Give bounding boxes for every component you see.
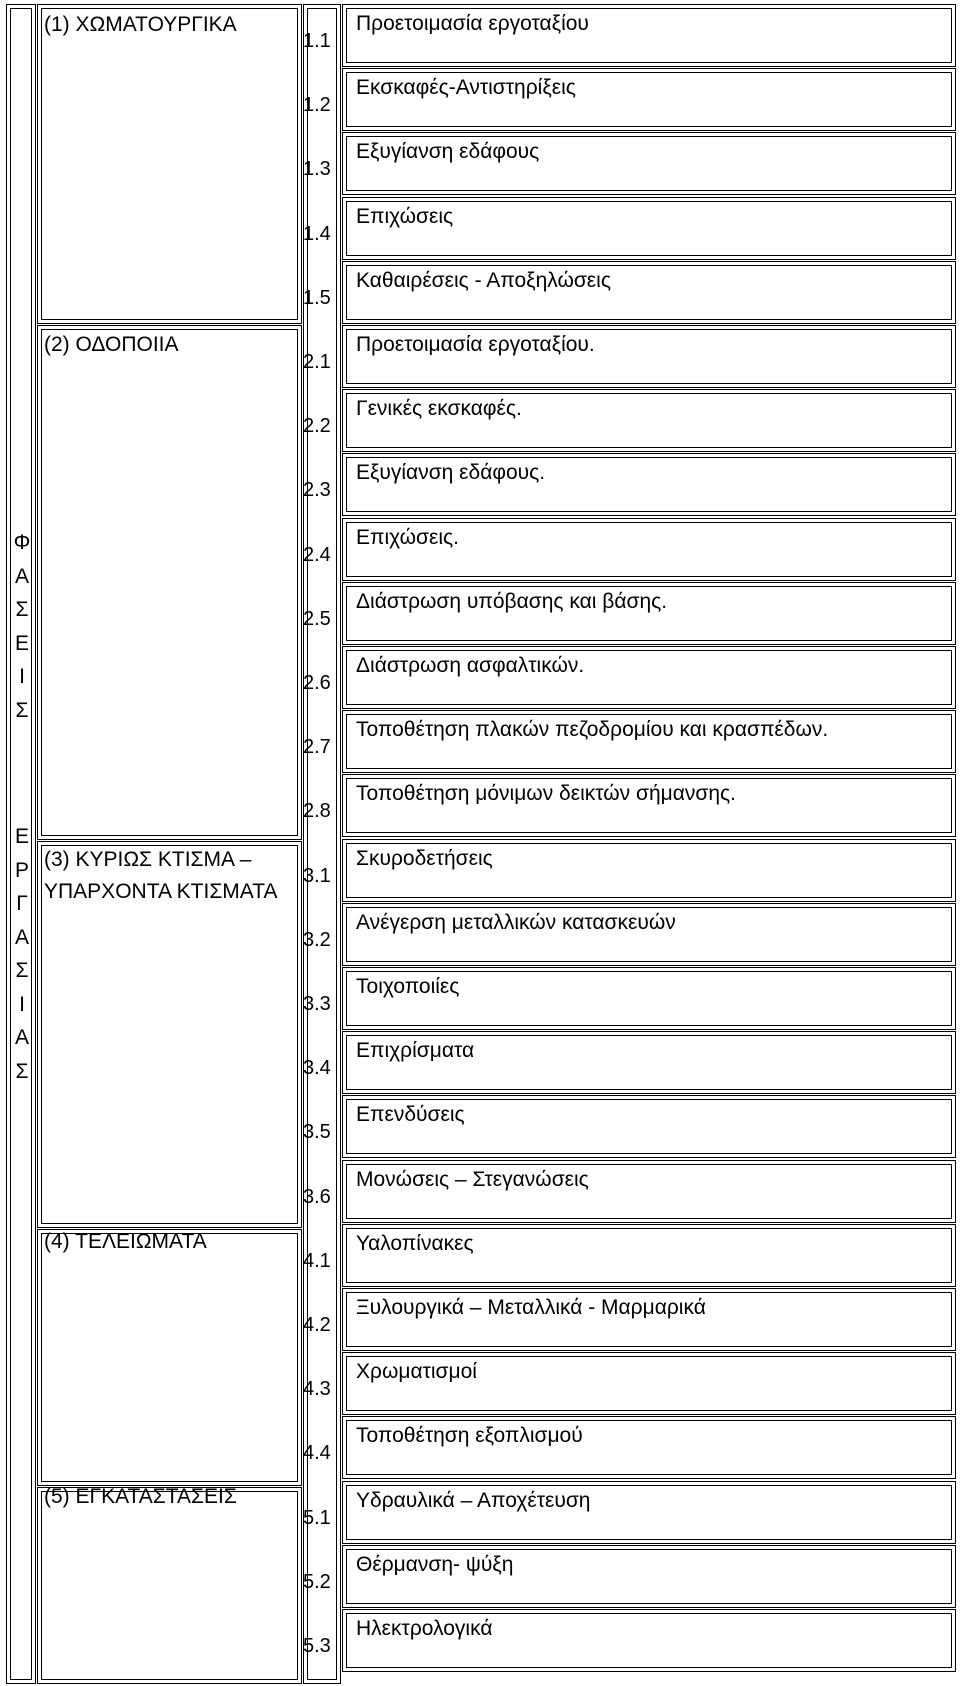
task-description: Ανέγερση μεταλλικών κατασκευών <box>356 911 676 934</box>
phase-bottom-letter: Σ <box>15 959 29 982</box>
task-description: Τοποθέτηση εξοπλισμού <box>356 1424 583 1447</box>
task-description: Εξυγίανση εδάφους. <box>356 461 546 484</box>
task-description: Τοποθέτηση μόνιμων δεικτών σήμανσης. <box>356 782 736 805</box>
task-number: 1.3 <box>303 158 331 180</box>
group-label-5: (5) ΕΓΚΑΤΑΣΤΑΣΕΙΣ <box>44 1485 237 1508</box>
phase-bottom-letter: Ε <box>14 825 29 848</box>
task-description: Ξυλουργικά – Μεταλλικά - Μαρμαρικά <box>356 1296 706 1319</box>
task-number: 5.3 <box>303 1635 331 1657</box>
phase-top-letter: Α <box>14 564 29 588</box>
task-number: 4.4 <box>303 1442 331 1464</box>
task-number: 2.7 <box>303 736 331 758</box>
task-number: 4.2 <box>303 1314 331 1336</box>
task-description: Χρωματισμοί <box>356 1360 477 1383</box>
phase-bottom-letter: Σ <box>15 1059 29 1083</box>
task-description: Επιχώσεις. <box>356 526 459 549</box>
task-number: 1.2 <box>303 94 331 116</box>
task-number: 3.6 <box>303 1186 331 1208</box>
number-column <box>303 4 341 1684</box>
task-number: 3.4 <box>303 1057 331 1079</box>
phase-top-letter: Ε <box>14 631 29 655</box>
task-description: Διάστρωση υπόβασης και βάσης. <box>356 590 668 613</box>
phase-bottom-letter: Ι <box>19 992 25 1016</box>
phase-label-bottom <box>8 820 36 1088</box>
task-number: 2.3 <box>303 479 331 501</box>
task-description: Υδραυλικά – Αποχέτευση <box>356 1489 591 1512</box>
task-description: Διάστρωση ασφαλτικών. <box>356 654 585 677</box>
task-description: Επιχώσεις <box>356 205 454 228</box>
task-description: Καθαιρέσεις - Αποξηλώσεις <box>356 269 611 292</box>
task-description: Προετοιμασία εργοταξίου. <box>356 333 595 356</box>
group-cell-4 <box>37 1229 302 1486</box>
group-label-2: (2) ΟΔΟΠΟΙΙΑ <box>44 333 179 356</box>
phase-top-letter: Φ <box>13 531 31 554</box>
task-number: 2.8 <box>303 800 331 822</box>
task-number: 3.1 <box>303 865 331 887</box>
task-number: 2.5 <box>303 608 331 630</box>
task-number: 5.1 <box>303 1507 331 1529</box>
phase-top-letter: Ι <box>19 665 25 688</box>
task-number: 1.1 <box>303 30 331 52</box>
phase-top-letter: Σ <box>15 698 29 722</box>
task-number: 3.3 <box>303 993 331 1015</box>
task-number: 1.4 <box>303 223 331 245</box>
task-description: Ηλεκτρολογικά <box>356 1617 493 1640</box>
group-cell-1 <box>37 4 302 324</box>
phase-bottom-letter: Ρ <box>14 858 29 882</box>
task-description: Εκσκαφές-Αντιστηρίξεις <box>356 76 576 99</box>
task-description: Υαλοπίνακες <box>356 1232 474 1255</box>
group-cell-5 <box>37 1487 302 1684</box>
group-label-3-line2: ΥΠΑΡΧΟΝΤΑ ΚΤΙΣΜΑΤΑ <box>44 880 278 903</box>
task-number: 2.2 <box>303 415 331 437</box>
phase-label-top <box>8 526 36 727</box>
phase-bottom-letter: Γ <box>16 892 28 915</box>
task-number: 1.5 <box>303 287 331 309</box>
task-description: Τοποθέτηση πλακών πεζοδρομίου και κρασπέδων. <box>356 718 829 741</box>
task-description: Μονώσεις – Στεγανώσεις <box>356 1168 589 1191</box>
task-number: 2.4 <box>303 544 331 566</box>
task-number: 3.5 <box>303 1121 331 1143</box>
group-label-4: (4) ΤΕΛΕΙΩΜΑΤΑ <box>44 1230 207 1253</box>
task-description: Σκυροδετήσεις <box>356 847 493 870</box>
task-number: 4.3 <box>303 1378 331 1400</box>
task-description: Επιχρίσματα <box>356 1039 475 1062</box>
task-number: 5.2 <box>303 1571 331 1593</box>
task-description: Εξυγίανση εδάφους <box>356 140 540 163</box>
group-cell-2 <box>37 325 302 840</box>
task-number: 3.2 <box>303 929 331 951</box>
group-label-1: (1) ΧΩΜΑΤΟΥΡΓΙΚΑ <box>44 13 237 36</box>
task-description: Γενικές εκσκαφές. <box>356 397 522 420</box>
task-description: Επενδύσεις <box>356 1103 465 1126</box>
task-description: Τοιχοποιίες <box>356 975 460 998</box>
task-number: 2.1 <box>303 351 331 373</box>
group-label-3: (3) ΚΥΡΙΩΣ ΚΤΙΣΜΑ – <box>44 848 252 871</box>
phase-top-letter: Σ <box>15 598 29 621</box>
phase-bottom-letter: Α <box>14 1026 29 1049</box>
task-description: Θέρμανση- ψύξη <box>356 1553 514 1576</box>
task-number: 4.1 <box>303 1250 331 1272</box>
task-number: 2.6 <box>303 672 331 694</box>
phase-bottom-letter: Α <box>14 925 29 949</box>
task-description: Προετοιμασία εργοταξίου <box>356 12 589 35</box>
